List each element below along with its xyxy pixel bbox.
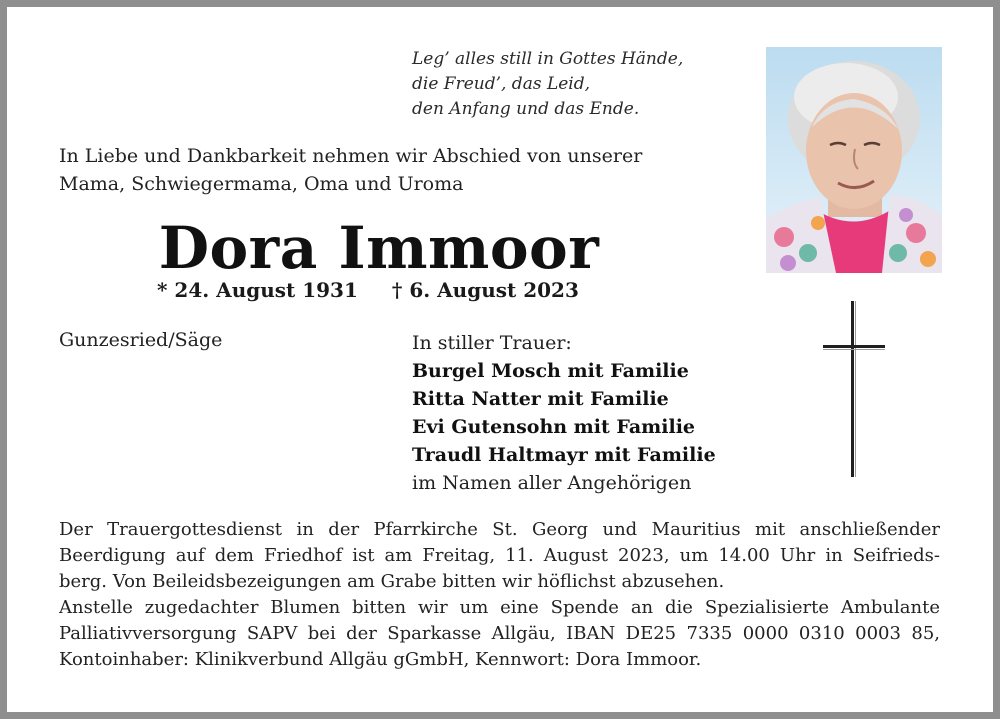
poem xyxy=(412,47,683,122)
birth-date: * 24. August 1931 xyxy=(157,278,358,302)
notice-line: Anstelle zugedachter Blumen bitten wir um eine Spende an die Spezialisierte Ambulante xyxy=(59,597,940,618)
life-dates xyxy=(157,278,579,302)
cross-icon xyxy=(821,301,887,477)
mourner-name: Ritta Natter mit Familie xyxy=(412,388,669,410)
poem-line: die Freud’, das Leid, xyxy=(412,74,591,94)
intro-text xyxy=(59,142,642,198)
funeral-notice xyxy=(59,517,940,673)
notice-line: Palliativversorgung SAPV bei der Sparkasse Allgäu, IBAN DE25 7335 0000 0310 0003 85, xyxy=(59,623,940,644)
mourner-name: Burgel Mosch mit Familie xyxy=(412,360,689,382)
poem-line: Leg’ alles still in Gottes Hände, xyxy=(412,49,684,69)
mourners-list xyxy=(412,329,716,497)
notice-line: Beerdigung auf dem Friedhof ist am Freitag, 11. August 2023, um 14.00 Uhr in Seifrieds- xyxy=(59,545,940,566)
obituary-card xyxy=(7,7,993,712)
intro-line: Mama, Schwiegermama, Oma und Uroma xyxy=(59,173,464,195)
portrait-photo xyxy=(766,47,942,273)
deceased-name: Dora Immoor xyxy=(158,214,600,282)
death-date: † 6. August 2023 xyxy=(391,278,579,302)
mourners-heading: In stiller Trauer: xyxy=(412,332,572,354)
mourner-name: Traudl Haltmayr mit Familie xyxy=(412,444,716,466)
notice-line: Kontoinhaber: Klinikverbund Allgäu gGmbH, Kennwort: Dora Immoor. xyxy=(59,649,702,670)
notice-line: berg. Von Beileidsbezeigungen am Grabe bitten wir höflichst abzusehen. xyxy=(59,571,725,592)
poem-line: den Anfang und das Ende. xyxy=(412,99,640,119)
place-of-residence: Gunzesried/Säge xyxy=(59,329,223,351)
mourner-name: Evi Gutensohn mit Familie xyxy=(412,416,696,438)
intro-line: In Liebe und Dankbarkeit nehmen wir Abschied von unserer xyxy=(59,145,643,167)
portrait-illustration xyxy=(766,47,942,273)
notice-line: Der Trauergottesdienst in der Pfarrkirche St. Georg und Mauritius mit anschließender xyxy=(59,519,940,540)
mourners-footer: im Namen aller Angehörigen xyxy=(412,472,692,494)
